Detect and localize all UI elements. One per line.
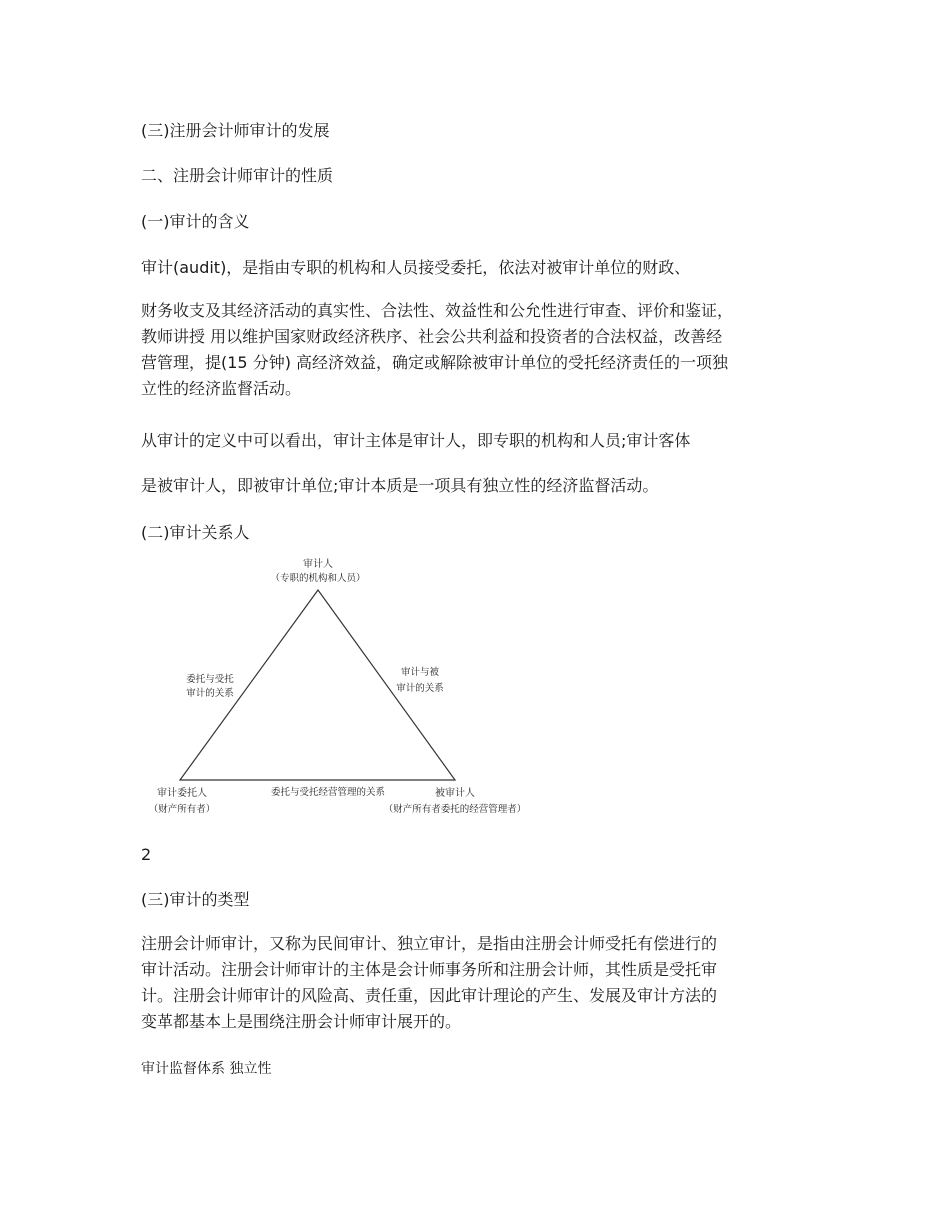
bottom-edge-label: 委托与受托经营管理的关系 (270, 787, 386, 798)
client-sublabel: （财产所有者） (148, 804, 216, 815)
heading-nature: 二、注册会计师审计的性质 (141, 166, 334, 185)
text-line: 审计活动。注册会计师审计的主体是会计师事务所和注册会计师，其性质是受托审 (141, 960, 718, 979)
auditor-label: 审计人 (303, 559, 333, 570)
auditee-label: 被审计人 (435, 788, 475, 799)
heading-audit-parties: (二)审计关系人 (141, 523, 250, 542)
right-edge-label: 审计的关系 (396, 683, 444, 694)
left-edge-label: 委托与受托 (186, 674, 234, 685)
left-edge-label: 审计的关系 (186, 688, 234, 699)
text-line: 变革都基本上是围绕注册会计师审计展开的。 (141, 1012, 462, 1031)
right-edge-label: 审计与被 (400, 667, 440, 678)
text-line: 财务收支及其经济活动的真实性、合法性、效益性和公允性进行审查、评价和鉴证， (141, 301, 734, 320)
paragraph-cpa-audit (141, 931, 821, 1035)
audit-relationship-diagram (130, 550, 550, 825)
paragraph-definition-body (141, 298, 821, 402)
auditor-sublabel: （专职的机构和人员） (270, 573, 366, 584)
paragraph-essence: 是被审计人，即被审计单位;审计本质是一项具有独立性的经济监督活动。 (141, 476, 659, 495)
paragraph-definition-start: 审计(audit)，是指由专职的机构和人员接受委托，依法对被审计单位的财政、 (141, 258, 691, 277)
text-line: 计。注册会计师审计的风险高、责任重，因此审计理论的产生、发展及审计方法的 (141, 986, 718, 1005)
text-line: 立性的经济监督活动。 (141, 379, 302, 398)
heading-audit-types: (三)审计的类型 (141, 890, 250, 909)
footer-keywords: 审计监督体系 独立性 (141, 1061, 272, 1077)
text-line: 注册会计师审计，又称为民间审计、独立审计，是指由注册会计师受托有偿进行的 (141, 934, 718, 953)
client-label: 审计委托人 (157, 788, 207, 799)
heading-meaning: (一)审计的含义 (141, 212, 250, 231)
auditee-sublabel: （财产所有者委托的经营管理者） (383, 804, 527, 815)
text-line: 教师讲授 用以维护国家财政经济秩序、社会公共利益和投资者的合法权益，改善经 (141, 327, 723, 346)
page-number: 2 (141, 845, 152, 864)
text-line: 营管理，提(15 分钟) 高经济效益，确定或解除被审计单位的受托经济责任的一项独 (141, 353, 729, 372)
paragraph-subject-object: 从审计的定义中可以看出，审计主体是审计人，即专职的机构和人员;审计客体 (141, 431, 691, 450)
heading-development: (三)注册会计师审计的发展 (141, 121, 330, 140)
